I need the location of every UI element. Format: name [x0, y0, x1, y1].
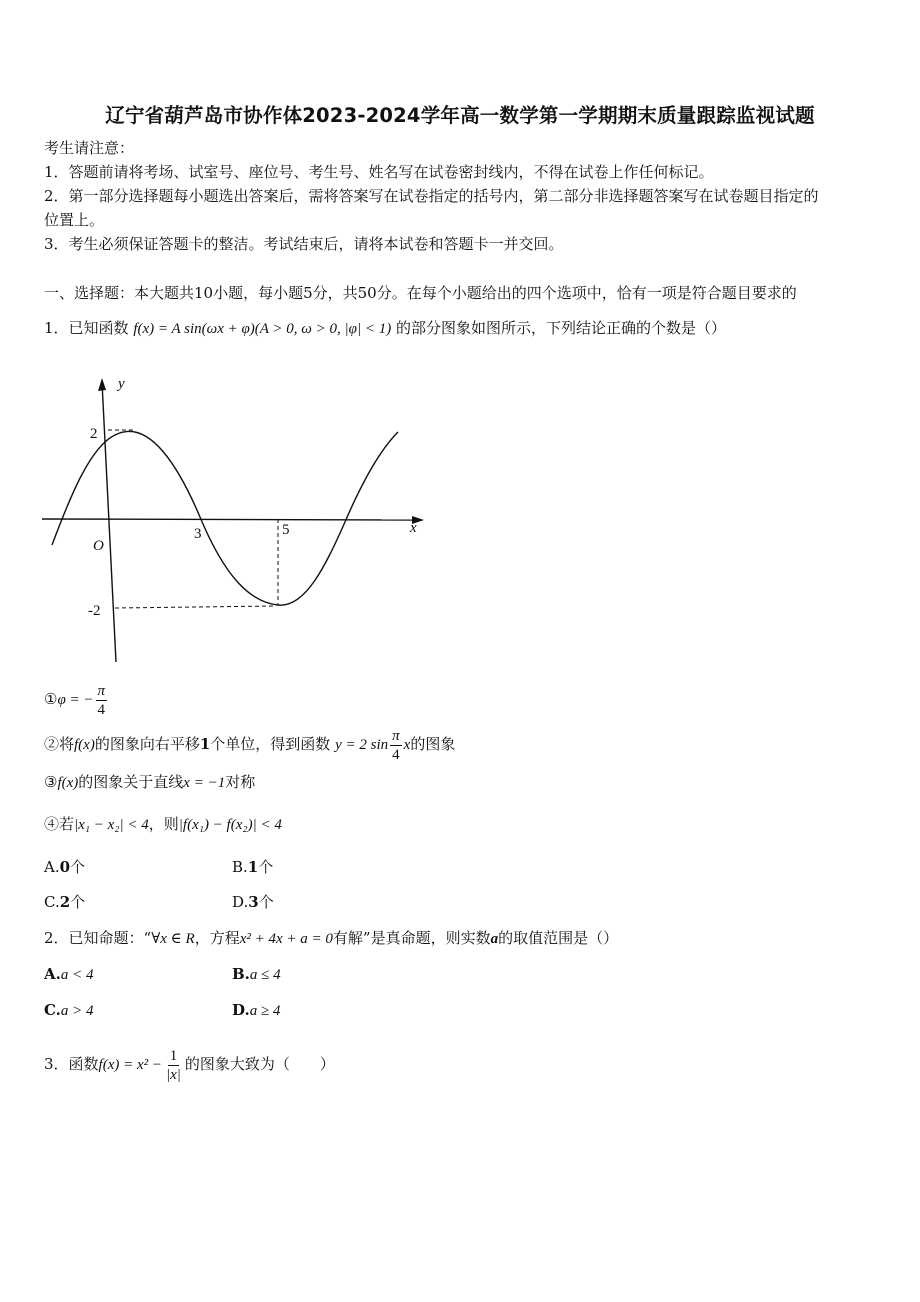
option-d[interactable]: [232, 1000, 280, 1021]
statement-text: 个单位，得到函数: [210, 735, 331, 753]
y-axis: [102, 382, 116, 662]
option-c[interactable]: [44, 1000, 94, 1021]
option-value: 2: [59, 893, 71, 911]
option-unit: 个: [70, 858, 86, 876]
option-d[interactable]: [232, 892, 274, 912]
statement-text: ②将: [44, 735, 75, 753]
option-b[interactable]: [232, 964, 281, 985]
question-text: 的取值范围是（）: [498, 929, 619, 947]
option-value: a ≥ 4: [249, 1003, 281, 1019]
option-b[interactable]: [232, 857, 273, 877]
denominator: |x|: [166, 1066, 181, 1083]
formula: f(x): [57, 775, 79, 791]
statement-text: 对称: [225, 773, 256, 791]
circle-number: ①: [44, 690, 58, 708]
option-letter: B.: [232, 858, 248, 876]
option-a[interactable]: [44, 964, 94, 985]
question-text: 的部分图象如图所示，下列结论正确的个数是（）: [395, 319, 726, 337]
formula: f(x): [74, 737, 95, 753]
numerator: π: [392, 727, 400, 744]
option-c[interactable]: [44, 892, 85, 912]
formula: φ = −: [57, 692, 94, 708]
formula: |f(x₁) − f(x₂)| < 4: [178, 817, 282, 833]
circle-number: ③: [44, 773, 58, 791]
question-1-stem: [44, 318, 726, 339]
sine-graph: [40, 372, 440, 672]
option-unit: 个: [70, 893, 86, 911]
statement-text: ④若: [44, 815, 75, 833]
denominator: 4: [392, 746, 400, 763]
notice-item: 位置上。: [44, 211, 105, 229]
statement-text: 的图象向右平移: [94, 735, 200, 753]
x-axis-label: x: [410, 520, 417, 536]
option-letter: D.: [232, 1001, 250, 1019]
variable: a: [490, 931, 499, 947]
option-a[interactable]: [44, 857, 85, 877]
question-2-stem: [44, 928, 618, 949]
option-letter: B.: [232, 965, 250, 983]
statement-text: 的图象关于直线: [78, 773, 184, 791]
formula: |x₁ − x₂| < 4: [74, 817, 149, 833]
question-number: 1．已知函数: [44, 319, 129, 337]
tick-label-neg2: -2: [88, 603, 101, 619]
question-text: 有解”是真命题，则实数: [332, 929, 491, 947]
formula: ∀x ∈ R: [151, 931, 195, 947]
notice-heading: 考生请注意：: [44, 139, 135, 157]
statement-4: [44, 814, 282, 835]
page-title: 辽宁省葫芦岛市协作体2023-2024学年高一数学第一学期期末质量跟踪监视试题: [105, 104, 815, 127]
numerator: π: [97, 682, 106, 699]
formula: y = 2 sin: [335, 737, 389, 753]
option-letter: A.: [44, 965, 61, 983]
y-axis-arrow: [98, 378, 106, 391]
x-axis: [42, 519, 422, 520]
option-letter: D.: [232, 893, 249, 911]
formula: x: [403, 737, 411, 753]
option-value: a < 4: [60, 967, 94, 983]
option-letter: A.: [44, 858, 60, 876]
denominator: 4: [97, 701, 105, 718]
question-text: 的图象大致为（ ）: [184, 1055, 335, 1073]
statement-3: [44, 772, 255, 793]
tick-label-2: 2: [90, 426, 98, 442]
numerator: 1: [169, 1047, 178, 1064]
number: 1: [199, 735, 211, 753]
notice-item: 2．第一部分选择题每小题选出答案后，需将答案写在试卷指定的括号内，第二部分非选择题答案写在试卷题目指定的: [44, 187, 819, 205]
option-value: 0: [59, 858, 71, 876]
statement-1: [44, 680, 109, 719]
tick-label-5: 5: [282, 522, 290, 538]
tick-label-3: 3: [194, 526, 202, 542]
question-text: 2．已知命题：“: [44, 929, 152, 947]
question-3-stem: [44, 1044, 335, 1085]
fraction: [96, 682, 108, 719]
question-text: 3．函数: [44, 1055, 99, 1073]
statement-2: [44, 725, 455, 764]
formula: f(x) = A sin(ωx + φ)(A > 0, ω > 0, |φ| < 1): [133, 321, 392, 337]
notice-item: 1．答题前请将考场、试室号、座位号、考生号、姓名写在试卷密封线内，不得在试卷上作任何标记。: [44, 163, 714, 181]
formula: x = −1: [183, 775, 226, 791]
question-text: ，方程: [194, 929, 240, 947]
section-heading: 一、选择题：本大题共10小题，每小题5分，共50分。在每个小题给出的四个选项中，恰有一项是符合题目要求的: [44, 284, 797, 302]
statement-text: 的图象: [410, 735, 456, 753]
option-value: a ≤ 4: [249, 967, 281, 983]
formula: x² + 4x + a = 0: [239, 931, 333, 947]
y-axis-label: y: [118, 376, 125, 392]
option-value: 1: [247, 858, 259, 876]
origin-label: O: [93, 538, 104, 554]
option-unit: 个: [258, 858, 274, 876]
option-unit: 个: [258, 893, 274, 911]
formula: f(x) = x² −: [98, 1057, 163, 1073]
sine-curve: [52, 431, 398, 605]
option-letter: C.: [44, 893, 60, 911]
statement-text: ，则: [148, 815, 179, 833]
option-value: 3: [248, 893, 259, 911]
dashed-min: [115, 606, 276, 608]
fraction: [164, 1047, 183, 1084]
option-value: a > 4: [60, 1003, 94, 1019]
fraction: [390, 727, 402, 764]
option-letter: C.: [44, 1001, 61, 1019]
notice-item: 3．考生必须保证答题卡的整洁。考试结束后，请将本试卷和答题卡一并交回。: [44, 235, 564, 253]
